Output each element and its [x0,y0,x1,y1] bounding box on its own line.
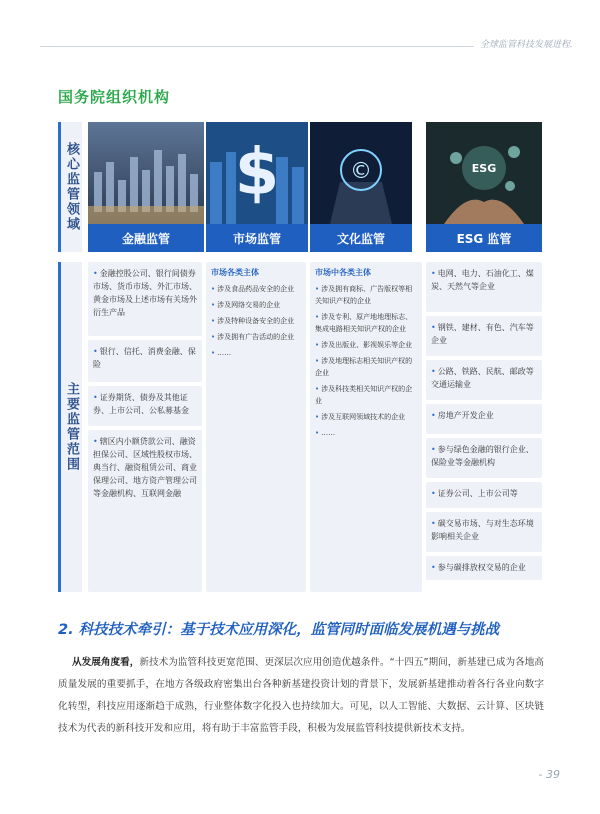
bullet-icon: • [315,313,320,321]
esg-item: 证券公司、上市公司等 [437,489,518,498]
culture-item: 涉及专利、原产地地理标志、集成电路相关知识产权的企业 [315,313,413,333]
side-label-scope-text: 主要监管范围 [64,382,79,472]
bullet-icon: • [211,285,216,293]
card-market-label: 市场监管 [206,224,308,252]
esg-column [426,262,542,580]
market-item: 涉及拥有广告活动的企业 [217,333,295,341]
bullet-icon: • [431,269,436,278]
culture-image [310,122,412,224]
esg-item: 钢铁、建材、有色、汽车等企业 [431,323,534,345]
culture-item: 涉及地理标志相关知识产权的企业 [315,357,413,377]
bullet-icon: • [211,317,216,325]
list-item [315,283,417,307]
finance-box [88,386,202,426]
bullet-icon: • [93,269,98,278]
bullet-icon: • [315,385,320,393]
page-number: - 39 [538,768,560,781]
bullet-icon: • [431,519,436,528]
finance-image [88,122,204,224]
bullet-icon: • [93,347,98,356]
market-box [206,262,306,592]
esg-box [426,556,542,580]
list-item [315,427,417,439]
bullet-icon: • [93,393,98,402]
bullet-icon: • [211,301,216,309]
card-market [206,122,308,252]
market-image [206,122,308,224]
market-item: 涉及食品药品安全的企业 [217,285,295,293]
list-item [211,331,301,343]
bullet-icon: • [431,563,436,572]
card-esg-label: ESG 监管 [426,224,542,252]
culture-box [310,262,422,592]
list-item [315,383,417,407]
list-item [315,355,417,379]
esg-item: 碳交易市场、与对生态环境影响相关企业 [431,519,534,541]
finance-item: 证券期货、债券及其他证券、上市公司、公私募基金 [93,393,189,415]
bullet-icon: • [315,413,320,421]
card-culture [310,122,412,252]
finance-item: 银行、信托、消费金融、保险 [93,347,196,369]
culture-item: 涉及互联网领域技术的企业 [321,413,406,421]
finance-box [88,340,202,382]
esg-box [426,316,542,356]
market-item: 涉及网络交易的企业 [217,301,281,309]
bullet-icon: • [431,489,436,498]
bullet-icon: • [315,285,320,293]
culture-item: …… [321,429,336,437]
finance-column [88,262,202,596]
culture-column [310,262,422,596]
culture-heading: 市场中各类主体 [315,268,371,277]
svg-text:ESG: ESG [471,162,497,175]
esg-item: 参与碳排放权交易的企业 [437,563,526,572]
card-finance [88,122,204,252]
paragraph-lead: 从发展角度看， [72,657,140,668]
esg-item: 房地产开发企业 [437,411,494,420]
esg-item: 电网、电力、石油化工、煤炭、天然气等企业 [431,269,534,291]
market-column [206,262,306,596]
esg-box [426,512,542,552]
esg-box [426,482,542,508]
bullet-icon: • [431,411,436,420]
list-item [211,299,301,311]
bullet-icon: • [211,349,216,357]
market-item: …… [217,349,232,357]
market-item: 涉及特种设备安全的企业 [217,317,295,325]
bullet-icon: • [431,367,436,376]
bullet-icon: • [431,323,436,332]
body-paragraph [58,652,544,740]
svg-text:$: $ [234,136,280,210]
list-item [211,315,301,327]
finance-item: 辖区内小额贷款公司、融资担保公司、区域性股权市场、典当行、融资租赁公司、商业保理公司、地方资产管理公司等金融机构、互联网金融 [93,437,197,498]
culture-item: 涉及拥有商标、广告版权等相关知识产权的企业 [315,285,413,305]
list-item [315,311,417,335]
list-item [211,283,301,295]
section2-title: 2. 科技技术牵引：基于技术应用深化，监管同时面临发展机遇与挑战 [58,622,500,638]
card-culture-label: 文化监管 [310,224,412,252]
svg-text:©: © [350,159,372,184]
side-label-scope [58,262,82,592]
card-esg [426,122,542,252]
finance-item: 金融控股公司、银行间债券市场、货币市场、外汇市场、黄金市场及上述市场有关场外衍生产品 [93,269,197,317]
bullet-icon: • [93,437,98,446]
culture-item: 涉及科技类相关知识产权的企业 [315,385,413,405]
running-title: 全球监管科技发展进程 [474,37,570,50]
finance-box [88,262,202,336]
bullet-icon: • [315,429,320,437]
culture-item: 涉及出版业、影视娱乐等企业 [321,341,413,349]
paragraph-body: 新技术为监管科技更宽范围、更深层次应用创造优越条件。“十四五”期间，新基建已成为各地高质量发展的重要抓手，在地方各级政府密集出台各种新基建投资计划的背景下，发展新基建推动着各行各业向数字化转型，科技应用逐渐趋于成熟，行业整体数字化投入也持续加大。可见，以人工智能、大数据、云计算、区块链技术为代表的新科技开发和应用，将有助于丰富监管手段，积极为发展监管科技提供新技术支持。 [58,657,544,734]
esg-box [426,404,542,434]
esg-box [426,438,542,478]
esg-box [426,262,542,312]
bullet-icon: • [431,445,436,454]
list-item [315,411,417,423]
bullet-icon: • [315,357,320,365]
section-title: 国务院组织机构 [58,88,171,106]
list-item [211,347,301,359]
side-label-core-text: 核心监管领域 [64,142,79,232]
card-finance-label: 金融监管 [88,224,204,252]
bullet-icon: • [315,341,320,349]
finance-box [88,430,202,592]
esg-box [426,360,542,400]
esg-item: 参与绿色金融的银行企业、保险业等金融机构 [431,445,534,467]
market-heading: 市场各类主体 [211,268,259,277]
esg-image [426,122,542,224]
side-label-core [58,122,82,252]
bullet-icon: • [211,333,216,341]
esg-item: 公路、铁路、民航、邮政等交通运输业 [431,367,534,389]
list-item [315,339,417,351]
